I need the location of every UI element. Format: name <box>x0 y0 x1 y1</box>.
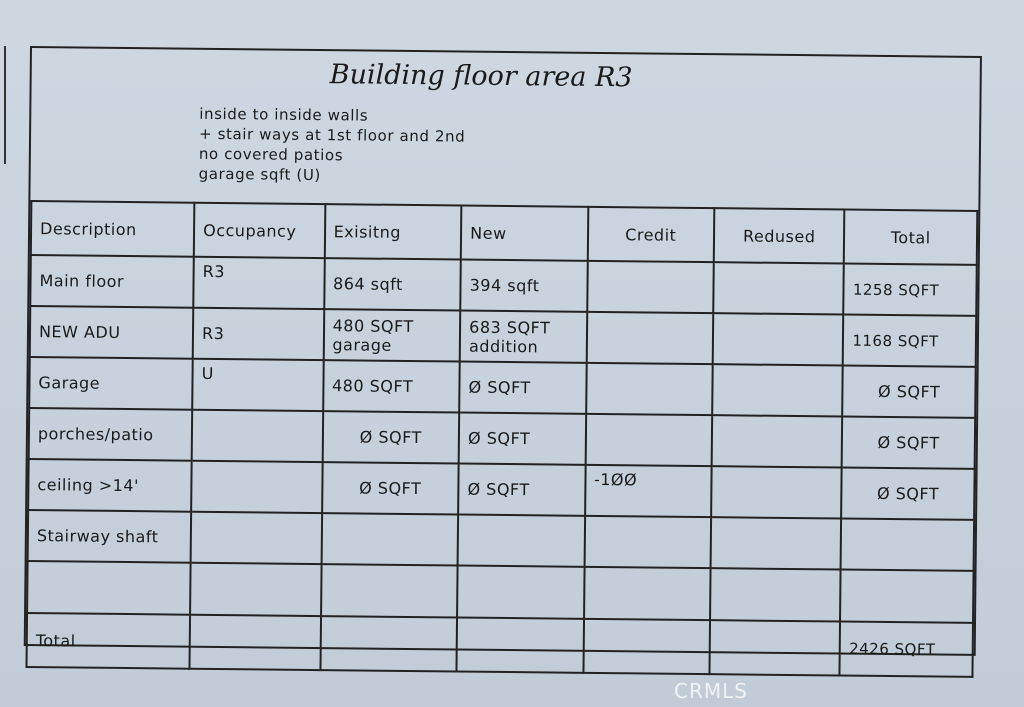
empty-cell <box>27 561 191 615</box>
cell-existing <box>322 462 459 514</box>
column-header-existing: Exisitng <box>324 204 461 259</box>
floor-area-sheet <box>24 46 982 659</box>
cell-credit <box>586 312 713 364</box>
watermark: CRMLS <box>674 679 748 703</box>
cell-occupancy <box>191 461 322 513</box>
cell-description: Main floor <box>30 255 194 308</box>
cell-redused <box>712 415 843 467</box>
empty-cell <box>190 615 321 670</box>
floor-area-table <box>25 200 978 678</box>
cell-new-text: Ø SQFT <box>467 479 530 500</box>
cell-occupancy: R3 <box>193 257 324 309</box>
cell-new <box>459 413 586 465</box>
cell-existing-text: 864 sqft <box>332 274 403 294</box>
cell-new-text: 683 SQFT <box>469 317 551 337</box>
column-header-credit: Credit <box>587 207 714 262</box>
cell-occupancy: R3 <box>193 308 324 360</box>
cell-total <box>841 519 974 571</box>
table-header-row <box>31 201 978 265</box>
cell-credit <box>584 516 711 568</box>
note-line: garage sqft (U) <box>198 164 322 185</box>
cell-existing-text <box>330 539 449 540</box>
total-label: Total <box>26 613 190 669</box>
cell-redused <box>713 313 844 365</box>
cell-existing-text: 480 SQFT <box>331 376 414 397</box>
column-header-description: Description <box>31 201 195 257</box>
note-line: no covered patios <box>198 144 344 165</box>
cell-total: Ø SQFT <box>842 417 975 469</box>
notes-block <box>199 104 466 187</box>
total-row <box>26 613 973 677</box>
cell-redused <box>711 466 842 518</box>
empty-cell <box>584 567 711 620</box>
cell-total: 1258 SQFT <box>844 264 977 316</box>
empty-cell <box>709 620 840 675</box>
cell-new-note: addition <box>468 336 539 356</box>
cell-new <box>459 362 586 414</box>
cell-existing <box>323 309 460 361</box>
empty-cell <box>840 570 973 623</box>
sheet-title: Building floor area R3 <box>329 59 633 94</box>
cell-credit <box>586 363 713 415</box>
column-header-occupancy: Occupancy <box>194 203 325 258</box>
cell-new <box>458 464 585 516</box>
cell-existing <box>323 360 460 412</box>
cell-description: ceiling >14' <box>28 459 192 512</box>
column-header-total: Total <box>844 210 977 265</box>
cell-description: porches/patio <box>29 408 193 461</box>
cell-occupancy <box>192 410 323 462</box>
grand-total: 2426 SQFT <box>840 622 973 677</box>
empty-cell <box>320 616 457 671</box>
cell-existing-text: Ø SQFT <box>359 427 422 448</box>
cell-description: NEW ADU <box>30 306 194 359</box>
note-line: inside to inside walls <box>199 104 369 125</box>
cell-existing <box>324 258 461 310</box>
cell-description: Stairway shaft <box>28 510 192 563</box>
cell-new <box>458 515 585 567</box>
cell-existing <box>322 411 459 463</box>
cell-occupancy: U <box>192 359 323 411</box>
cell-occupancy <box>191 512 322 564</box>
cell-new <box>460 311 587 363</box>
cell-new-text: Ø SQFT <box>467 428 531 449</box>
cell-existing-text: Ø SQFT <box>359 478 422 499</box>
cell-new <box>460 260 587 312</box>
cell-redused <box>711 517 842 569</box>
empty-cell <box>321 564 458 617</box>
empty-cell <box>457 566 584 619</box>
cell-redused <box>713 262 844 314</box>
cell-description: Garage <box>29 357 193 410</box>
empty-cell <box>583 619 710 674</box>
empty-cell <box>190 563 321 616</box>
adjacent-sheet-edge <box>4 46 6 164</box>
cell-existing <box>321 513 458 565</box>
cell-new-text <box>467 540 575 541</box>
cell-total: Ø SQFT <box>842 468 975 520</box>
column-header-new: New <box>461 206 588 261</box>
cell-total: 1168 SQFT <box>843 315 976 367</box>
cell-credit: -1ØØ <box>585 465 712 517</box>
cell-credit <box>587 261 714 313</box>
cell-existing-text: 480 SQFT <box>332 315 414 336</box>
cell-credit <box>585 414 712 466</box>
empty-cell <box>710 568 841 621</box>
cell-redused <box>712 364 843 416</box>
cell-new-text: 394 sqft <box>469 275 540 296</box>
cell-existing-note: garage <box>332 334 392 355</box>
cell-total: Ø SQFT <box>843 366 976 418</box>
column-header-redused: Redused <box>714 208 845 263</box>
empty-cell <box>457 618 584 673</box>
cell-new-text: Ø SQFT <box>468 377 531 398</box>
note-line: + stair ways at 1st floor and 2nd <box>198 124 466 146</box>
